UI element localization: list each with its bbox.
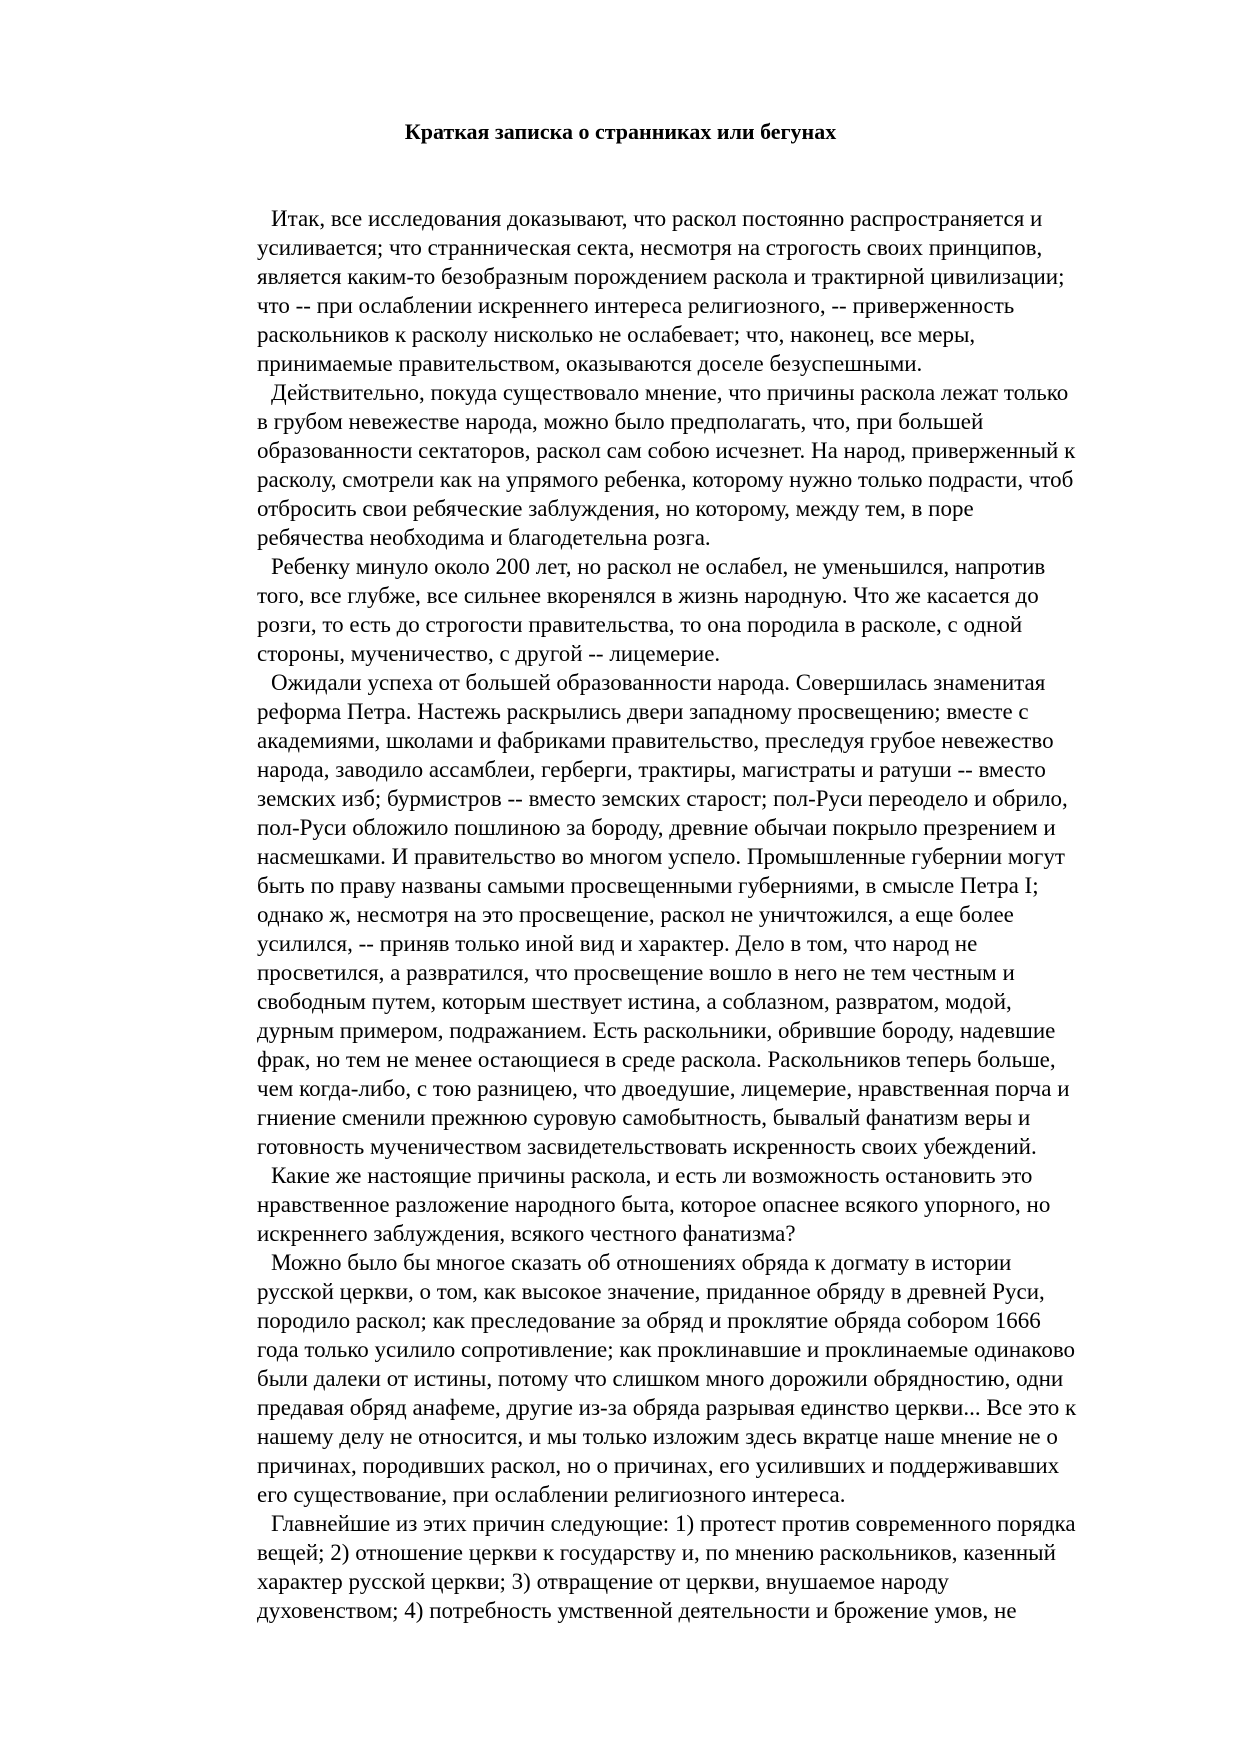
text-line: того, все глубже, все сильнее вкоренялся в жизнь народную. Что же касается до: [257, 583, 1039, 608]
text-line: Главнейшие из этих причин следующие: 1) протест против современного порядка: [271, 1511, 1076, 1536]
text-line: предавая обряд анафеме, другие из-за обряда разрывая единство церкви... Все это к: [257, 1395, 1077, 1420]
text-line: быть по праву названы самыми просвещенными губерниями, в смысле Петра I;: [257, 873, 1039, 898]
text-line: принимаемые правительством, оказываются доселе безуспешными.: [257, 351, 923, 376]
text-line: усилился, -- приняв только иной вид и характер. Дело в том, что народ не: [257, 931, 978, 956]
text-line: русской церкви, о том, как высокое значение, приданное обряду в древней Руси,: [257, 1279, 1045, 1304]
text-line: стороны, мученичество, с другой -- лицемерие.: [257, 641, 721, 666]
paragraph: [257, 668, 1157, 1161]
text-line: розги, то есть до строгости правительства, то она породила в расколе, с одной: [257, 612, 1023, 637]
text-line: отбросить свои ребяческие заблуждения, но которому, между тем, в поре: [257, 496, 974, 521]
text-line: раскольников к расколу нисколько не ослабевает; что, наконец, все меры,: [257, 322, 976, 347]
text-line: готовность мученичеством засвидетельствовать искренность своих убеждений.: [257, 1134, 1037, 1159]
text-line: Можно было бы многое сказать об отношениях обряда к догмату в истории: [271, 1250, 1012, 1275]
text-line: академиями, школами и фабриками правительство, преследуя грубое невежество: [257, 728, 1054, 753]
paragraph: [257, 1509, 1157, 1625]
text-line: нашему делу не относится, и мы только изложим здесь вкратце наше мнение не о: [257, 1424, 1058, 1449]
text-line: фрак, но тем не менее остающиеся в среде раскола. Раскольников теперь больше,: [257, 1047, 1056, 1072]
text-line: реформа Петра. Настежь раскрылись двери западному просвещению; вместе с: [257, 699, 1029, 724]
text-line: духовенством; 4) потребность умственной деятельности и брожение умов, не: [257, 1598, 1017, 1623]
text-line: причинах, породивших раскол, но о причинах, его усиливших и поддерживавших: [257, 1453, 1060, 1478]
text-line: образованности сектаторов, раскол сам собою исчезнет. На народ, приверженный к: [257, 438, 1076, 463]
text-line: Итак, все исследования доказывают, что раскол постоянно распространяется и: [271, 206, 1043, 231]
text-line: насмешками. И правительство во многом успело. Промышленные губернии могут: [257, 844, 1065, 869]
text-line: Какие же настоящие причины раскола, и есть ли возможность остановить это: [271, 1163, 1033, 1188]
text-line: характер русской церкви; 3) отвращение от церкви, внушаемое народу: [257, 1569, 949, 1594]
text-line: гниение сменили прежнюю суровую самобытность, бывалый фанатизм веры и: [257, 1105, 1031, 1130]
text-line: просветился, а развратился, что просвещение вошло в него не тем честным и: [257, 960, 1015, 985]
text-line: однако ж, несмотря на это просвещение, раскол не уничтожился, а еще более: [257, 902, 1014, 927]
document-body: [257, 204, 1157, 1625]
text-line: его существование, при ослаблении религиозного интереса.: [257, 1482, 846, 1507]
text-line: усиливается; что странническая секта, несмотря на строгость своих принципов,: [257, 235, 1043, 260]
paragraph: [257, 552, 1157, 668]
paragraph: [257, 204, 1157, 378]
text-line: чем когда-либо, с тою разницею, что двоедушие, лицемерие, нравственная порча и: [257, 1076, 1070, 1101]
paragraph: [257, 378, 1157, 552]
text-line: Ожидали успеха от большей образованности народа. Совершилась знаменитая: [271, 670, 1046, 695]
text-line: Действительно, покуда существовало мнение, что причины раскола лежат только: [271, 380, 1069, 405]
text-line: искреннего заблуждения, всякого честного фанатизма?: [257, 1221, 796, 1246]
text-line: свободным путем, которым шествует истина, а соблазном, развратом, модой,: [257, 989, 1012, 1014]
text-line: народа, заводило ассамблеи, герберги, трактиры, магистраты и ратуши -- вместо: [257, 757, 1046, 782]
text-line: расколу, смотрели как на упрямого ребенка, которому нужно только подрасти, чтоб: [257, 467, 1074, 492]
text-line: что -- при ослаблении искреннего интереса религиозного, -- приверженность: [257, 293, 1015, 318]
paragraph: [257, 1248, 1157, 1509]
text-line: вещей; 2) отношение церкви к государству и, по мнению раскольников, казенный: [257, 1540, 1056, 1565]
text-line: в грубом невежестве народа, можно было предполагать, что, при большей: [257, 409, 984, 434]
text-line: были далеки от истины, потому что слишком много дорожили обрядностию, одни: [257, 1366, 1064, 1391]
paragraph: [257, 1161, 1157, 1248]
text-line: является каким-то безобразным порождением раскола и трактирной цивилизации;: [257, 264, 1065, 289]
text-line: нравственное разложение народного быта, которое опаснее всякого упорного, но: [257, 1192, 1051, 1217]
text-line: года только усилило сопротивление; как проклинавшие и проклинаемые одинаково: [257, 1337, 1076, 1362]
text-line: ребячества необходима и благодетельна розга.: [257, 525, 711, 550]
text-line: породило раскол; как преследование за обряд и проклятие обряда собором 1666: [257, 1308, 1041, 1333]
text-line: Ребенку минуло около 200 лет, но раскол не ослабел, не уменьшился, напротив: [271, 554, 1046, 579]
text-line: земских изб; бурмистров -- вместо земских старост; пол-Руси переодело и обрило,: [257, 786, 1068, 811]
text-line: пол-Руси обложило пошлиною за бороду, древние обычаи покрыло презрением и: [257, 815, 1056, 840]
document-title: Краткая записка о странниках или бегунах: [404, 119, 837, 144]
text-line: дурным примером, подражанием. Есть раскольники, обрившие бороду, надевшие: [257, 1018, 1056, 1043]
